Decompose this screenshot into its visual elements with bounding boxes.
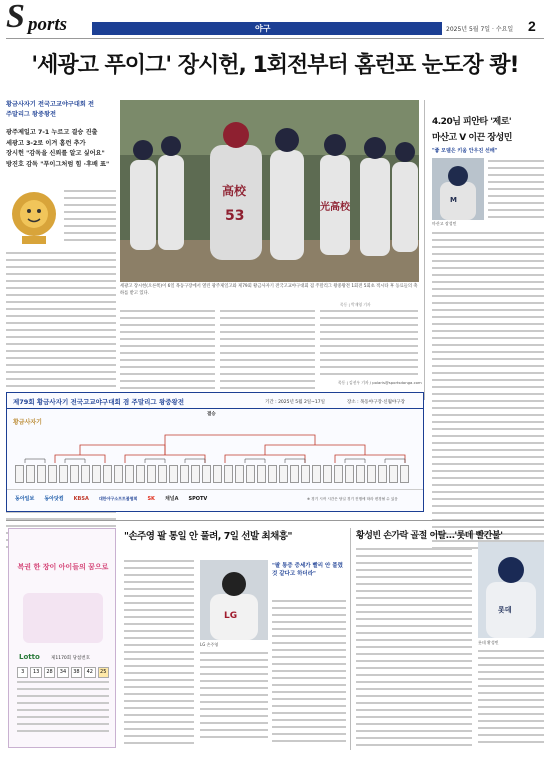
team-slot [114, 465, 123, 483]
bracket-rule [7, 408, 423, 409]
team-slot [136, 465, 145, 483]
team-slot [103, 465, 112, 483]
team-slot [334, 465, 343, 483]
lg-quote: "팔 통증 증세가 빨리 안 풀렸 것 같다고 하더라" [272, 563, 343, 577]
side-photo [432, 158, 484, 220]
team-slot [169, 465, 178, 483]
ad-table-rows [17, 681, 109, 741]
sponsor-logo: 대한야구소프트볼협회 [98, 495, 138, 501]
team-slot [48, 465, 57, 483]
column-divider [350, 528, 351, 750]
team-slot [367, 465, 376, 483]
lg-body-col3 [272, 600, 346, 750]
sponsor-logo: 채널A [164, 496, 179, 502]
subhead-line: 장시헌 "감독을 신뢰를 알고 싶어요" [6, 150, 105, 157]
hwang-photo-caption: 롯데 황성빈 [478, 640, 499, 645]
lotto-number: 25 [98, 667, 109, 678]
team-slot [191, 465, 200, 483]
hwang-body-col1 [356, 548, 472, 750]
lotto-number: 34 [57, 667, 68, 678]
team-slot [246, 465, 255, 483]
team-slot [279, 465, 288, 483]
bracket-final-label: 결승 [207, 412, 216, 417]
subhead-line: 세광고 3-2로 이겨 홈런 추가 [6, 139, 86, 147]
team-slot [268, 465, 277, 483]
ad-table-title: 제1170회 당첨번호 [51, 656, 90, 661]
team-slot [323, 465, 332, 483]
bracket-title: 제79회 황금사자기 전국고교야구대회 겸 주말리그 왕중왕전 [13, 398, 185, 406]
issue-date: 2025년 5월 7일 · 수요일 [446, 26, 514, 33]
team-slot [224, 465, 233, 483]
side-article-body [432, 232, 544, 557]
bracket-team-row [15, 465, 417, 485]
subhead-line: 광주제일고 7-1 누르고 결승 진출 [6, 129, 98, 136]
sponsor-logo: 동아닷컴 [44, 496, 64, 502]
ad-illustration [23, 593, 103, 643]
svg-text:M: M [450, 196, 457, 204]
sponsor-logo: 동아일보 [15, 496, 35, 502]
team-slot [257, 465, 266, 483]
bracket-logo: 황금사자기 [13, 419, 42, 426]
lg-photo [200, 560, 268, 640]
team-slot [235, 465, 244, 483]
main-subheads [6, 100, 116, 170]
lion-mascot-icon [8, 188, 60, 248]
ad-brand: Lotto [19, 653, 40, 661]
team-slot [290, 465, 299, 483]
lg-photo-caption: LG 손주영 [200, 642, 219, 647]
team-slot [26, 465, 35, 483]
svg-text:光高校: 光高校 [320, 202, 350, 213]
lotto-number: 42 [84, 667, 95, 678]
subhead-line: 방진호 감독 "푸이그처럼 힘 ·후배 표" [6, 160, 110, 168]
section-label: 야구 [255, 24, 271, 33]
lg-headline: "손주영 팔 통일 안 풀려, 7일 선발 최채흥" [124, 531, 292, 542]
team-slot [301, 465, 310, 483]
team-slot [81, 465, 90, 483]
lotto-number: 13 [30, 667, 41, 678]
hwang-headline: 황성빈 손가락 골절 이탈…'롯데 빨간불' [356, 531, 503, 541]
team-slot [180, 465, 189, 483]
subhead-line: 황금사자기 전국고교야구대회 전 [6, 101, 94, 108]
team-slot [345, 465, 354, 483]
side-photo-caption: 마산고 장성민 [432, 221, 457, 226]
column-divider [424, 100, 425, 400]
team-slot [213, 465, 222, 483]
team-slot [389, 465, 398, 483]
team-slot [356, 465, 365, 483]
main-photo-caption: 세광고 장시헌(오른쪽)이 6일 목동구장에서 열린 광주제일고와 제79회 황금사자기 전국고교야구대회 겸 주말리그 왕중왕전 1회전 5회초 적시타 후 동료들의 축하를 받고 있다. [120, 284, 418, 296]
svg-text:高校: 高校 [222, 184, 247, 198]
article-byline: 목동 | 김선우 기자 / polaris@sportsdonga.com [338, 380, 422, 385]
bracket-note: ※ 경기 시작 시간은 당일 경기 진행에 따라 변경될 수 있음 [307, 497, 398, 501]
hwang-body-col2 [478, 650, 544, 750]
bracket-dates: 기간 : 2025년 5월 2일~17일 [265, 400, 325, 405]
lotto-number: 28 [44, 667, 55, 678]
lotto-number: 3 [17, 667, 28, 678]
team-slot [202, 465, 211, 483]
side-article-body-right [488, 160, 544, 226]
tournament-bracket [6, 392, 424, 512]
side-headline-2: 마산고 V 이끈 장성민 [432, 133, 512, 143]
sponsor-logo: SK [147, 495, 155, 502]
team-slot [92, 465, 101, 483]
side-article-header [432, 114, 544, 155]
masthead-logo-letter: S [6, 0, 25, 35]
ad-number-row [17, 667, 109, 678]
subhead-line: 주말리그 왕중왕전 [6, 111, 56, 118]
lg-body-col1 [124, 560, 194, 750]
team-slot [147, 465, 156, 483]
bottom-rule [6, 520, 544, 521]
lotto-number: 38 [71, 667, 82, 678]
sponsor-rule [7, 489, 423, 490]
team-slot [37, 465, 46, 483]
team-slot [400, 465, 409, 483]
team-slot [312, 465, 321, 483]
team-slot [125, 465, 134, 483]
team-slot [378, 465, 387, 483]
masthead-logo-text: ports [28, 14, 68, 35]
svg-text:롯데: 롯데 [498, 606, 512, 614]
sponsor-logo: KBSA [73, 495, 89, 502]
main-headline: '세광고 푸이그' 장시헌, 1회전부터 홈런포 눈도장 쾅! [31, 53, 519, 78]
team-slot [158, 465, 167, 483]
team-slot [70, 465, 79, 483]
svg-text:LG: LG [224, 611, 238, 621]
team-slot [59, 465, 68, 483]
lottery-ad [8, 528, 116, 748]
team-slot [15, 465, 24, 483]
bracket-venue: 장소 : 목동야구장·신월야구장 [347, 400, 405, 405]
hwang-photo [478, 542, 544, 638]
sponsor-row [15, 495, 265, 502]
mascot-side-text [64, 190, 116, 248]
svg-text:53: 53 [225, 208, 245, 224]
page-number: 2 [528, 18, 536, 34]
masthead-rule [6, 38, 544, 39]
side-quote: "좋 모델은 키움 안우진 선배" [432, 148, 498, 154]
lg-body-col2 [200, 652, 268, 750]
main-photo [120, 100, 419, 282]
side-headline-1: 4.20님 피안타 '제로' [432, 117, 512, 127]
sponsor-logo: SPOTV [188, 495, 208, 502]
photo-byline: 목동 | 박재영 기자 [340, 302, 371, 307]
ad-title: 복권 한 장이 아이들의 꿈으로 [17, 563, 109, 571]
